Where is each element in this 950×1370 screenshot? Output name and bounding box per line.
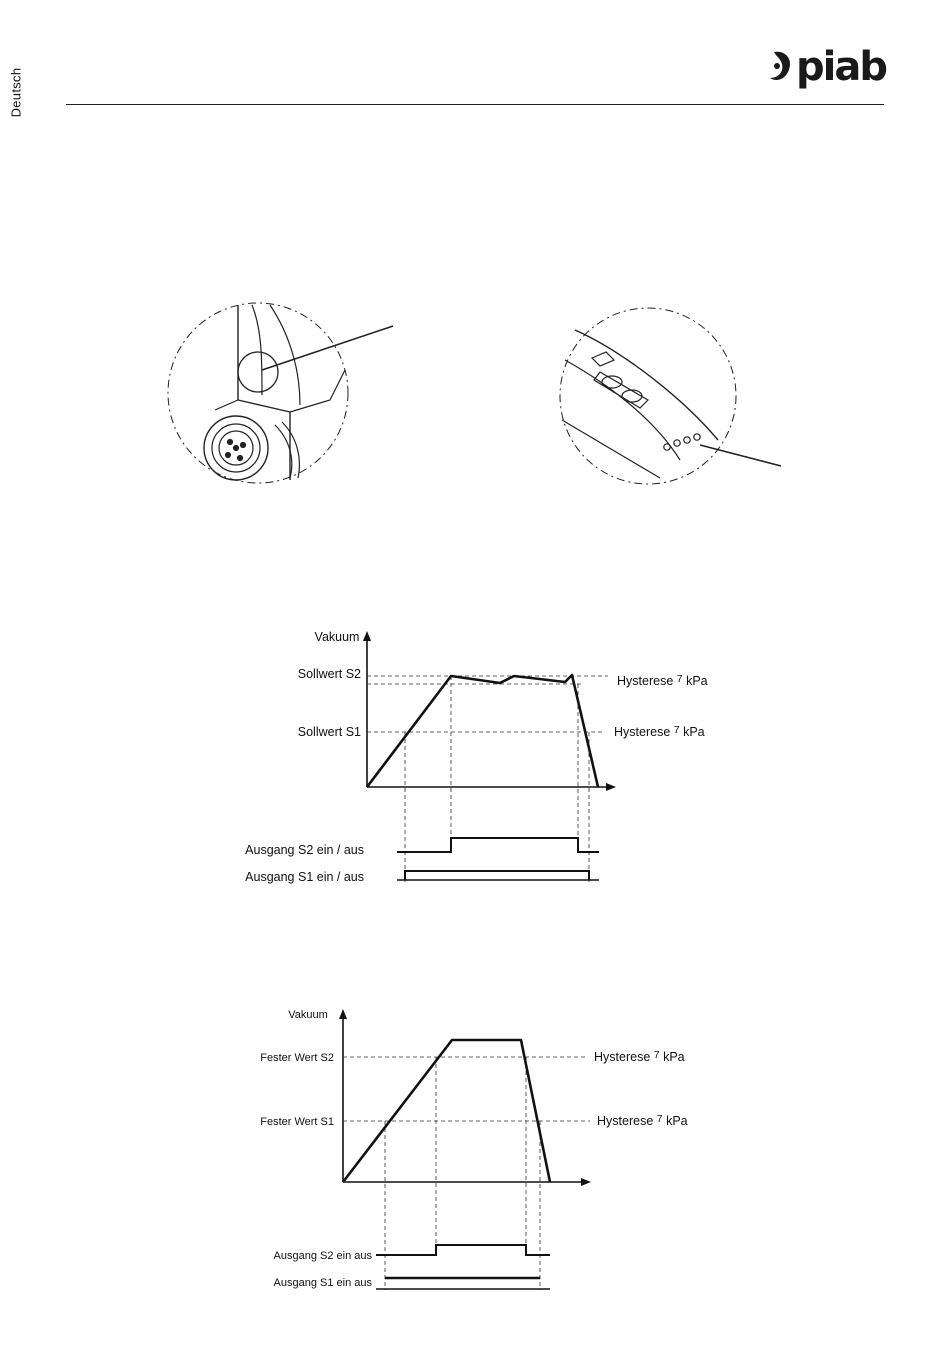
device-top-illustration bbox=[560, 308, 781, 484]
hysteresis-s1-label: Hysterese $^7$ kPa bbox=[614, 724, 705, 739]
setpoint-s1-label: Sollwert S1 bbox=[297, 725, 361, 739]
output-s2-label: Ausgang S2 ein / aus bbox=[245, 843, 364, 857]
output-s2-label: Ausgang S2 ein aus bbox=[273, 1250, 372, 1262]
setpoint-s2-label: Sollwert S2 bbox=[297, 667, 361, 681]
switching-diagram-fixed-values bbox=[260, 1009, 687, 1290]
fixed-s1-label: Fester Wert S1 bbox=[260, 1116, 334, 1128]
hysteresis-s2-label: Hysterese $^7$ kPa bbox=[594, 1049, 685, 1064]
led-icon bbox=[684, 437, 690, 443]
output-s1-label: Ausgang S1 ein aus bbox=[273, 1277, 372, 1289]
indicator-led-icon bbox=[238, 352, 278, 392]
hysteresis-s1-label: Hysterese $^7$ kPa bbox=[597, 1113, 688, 1128]
fixed-s2-label: Fester Wert S2 bbox=[260, 1052, 334, 1064]
hysteresis-s2-label: Hysterese $^7$ kPa bbox=[617, 673, 708, 688]
led-icon bbox=[664, 444, 670, 450]
y-axis-label: Vakuum bbox=[288, 1009, 328, 1021]
led-icon bbox=[674, 440, 680, 446]
switching-diagram-setpoints bbox=[245, 630, 708, 884]
led-icon bbox=[694, 434, 700, 440]
y-axis-label: Vakuum bbox=[314, 630, 360, 644]
output-s1-label: Ausgang S1 ein / aus bbox=[245, 870, 364, 884]
language-tab: Deutsch bbox=[8, 67, 24, 118]
logo-text: piab bbox=[796, 44, 886, 90]
connector-illustration bbox=[168, 303, 393, 483]
